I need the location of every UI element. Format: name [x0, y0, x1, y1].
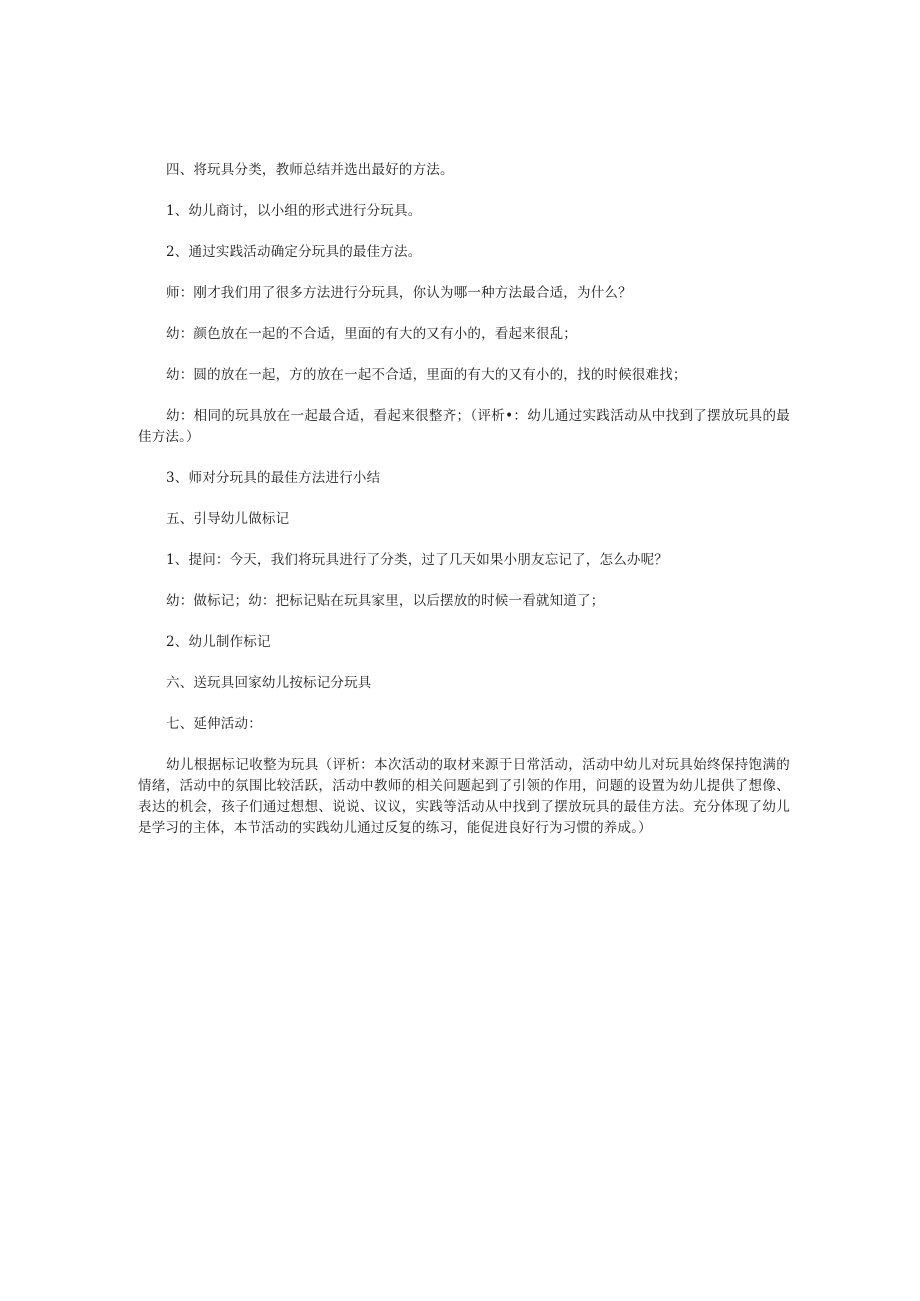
- section-heading-4: 四、将玩具分类，教师总结并选出最好的方法。: [166, 162, 454, 178]
- child-answer-1: 幼：颜色放在一起的不合适，里面的有大的又有小的，看起来很乱；: [166, 326, 577, 342]
- teacher-question: 师：刚才我们用了很多方法进行分玩具，你认为哪一种方法最合适，为什么？: [166, 285, 632, 301]
- child-answer-4: 幼：做标记；幼：把标记贴在玩具家里，以后摆放的时候一看就知道了；: [166, 593, 605, 609]
- paragraph-item-4: 2、幼儿制作标记: [166, 634, 271, 650]
- document-body: [138, 160, 790, 859]
- section-heading-7: 七、延伸活动：: [166, 716, 262, 732]
- section-heading-5: 五、引导幼儿做标记: [166, 511, 290, 527]
- section-heading-6: 六、送玩具回家幼儿按标记分玩具: [166, 675, 372, 691]
- extension-paragraph: 幼儿根据标记收整为玩具（评析：本次活动的取材来源于日常活动，活动中幼儿对玩具始终保持饱满的情绪，活动中的氛围比较活跃，活动中教师的相关问题起到了引领的作用，问题的设置为幼儿提供了想像、表达的机会，孩子们通过想想、说说、议议，实践等活动从中找到了摆放玩具的最佳方法。充分体现了幼儿是学习的主体，本节活动的实践幼儿通过反复的练习，能促进良好行为习惯的养成。）: [138, 757, 790, 836]
- paragraph-item-1: 1、幼儿商讨，以小组的形式进行分玩具。: [166, 203, 422, 219]
- paragraph-item-2: 2、通过实践活动确定分玩具的最佳方法。: [166, 244, 422, 260]
- child-answer-2: 幼：圆的放在一起，方的放在一起不合适，里面的有大的又有小的，找的时候很难找；: [166, 367, 687, 383]
- question-item-1: 1、提问：今天，我们将玩具进行了分类，过了几天如果小朋友忘记了，怎么办呢？: [166, 552, 668, 568]
- paragraph-item-3: 3、师对分玩具的最佳方法进行小结: [166, 470, 381, 486]
- child-answer-3: 幼：相同的玩具放在一起最合适，看起来很整齐；（评析•：幼儿通过实践活动从中找到了摆放玩具的最佳方法。）: [138, 408, 790, 445]
